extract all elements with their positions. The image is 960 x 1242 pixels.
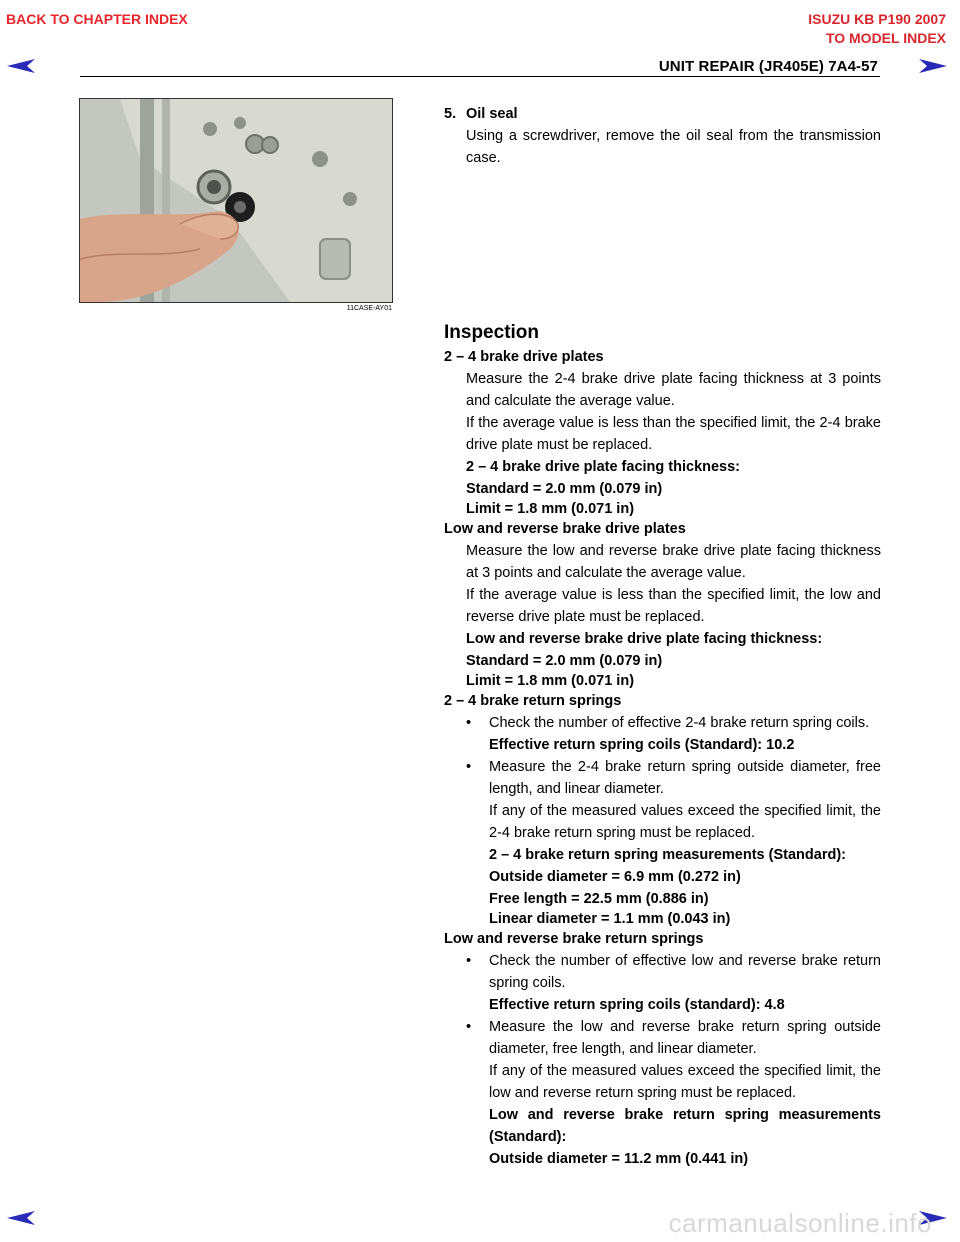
bullet-icon: • [466,1019,472,1035]
drive-lr-spec-title: Low and reverse brake drive plate facing thickness: [466,631,823,647]
spring-lr-outside-diameter: Outside diameter = 11.2 mm (0.441 in) [489,1151,749,1167]
next-page-arrow-icon[interactable] [918,58,948,74]
previous-page-arrow-bottom-icon[interactable] [6,1210,36,1226]
list-item [444,1016,881,1060]
spring-lr-title: Low and reverse brake return springs [444,931,704,947]
drive-lr-title: Low and reverse brake drive plates [444,521,686,537]
watermark: carmanualsonline.info [668,1208,932,1238]
spring-24-title: 2 – 4 brake return springs [444,693,622,709]
model-title-link[interactable]: ISUZU KB P190 2007 [808,11,946,27]
spring-24-bullet-2: Measure the 2-4 brake return spring outside diameter, free length, and linear diameter. [489,759,881,797]
spring-lr-spec-title: Low and reverse brake return spring measurements (Standard): [489,1107,881,1145]
drive-24-standard: Standard = 2.0 mm (0.079 in) [466,481,663,497]
list-item [444,950,881,994]
spring-24-outside-diameter: Outside diameter = 6.9 mm (0.272 in) [489,869,741,885]
bullet-icon: • [466,953,472,969]
drive-lr-paragraph-2: If the average value is less than the specified limit, the low and reverse drive plate must be replaced. [466,587,881,625]
bullet-icon: • [466,759,472,775]
spring-24-coils-spec: Effective return spring coils (Standard): 10.2 [489,737,795,753]
step-5-title [444,103,881,125]
spring-24-free-length: Free length = 22.5 mm (0.886 in) [489,891,709,907]
drive-24-limit: Limit = 1.8 mm (0.071 in) [466,501,635,517]
drive-lr-standard: Standard = 2.0 mm (0.079 in) [466,653,663,669]
drive-24-title: 2 – 4 brake drive plates [444,349,604,365]
main-content [444,103,881,1170]
spring-24-spec-title: 2 – 4 brake return spring measurements (Standard): [489,847,846,863]
list-item [444,756,881,800]
photo-illustration [80,99,392,302]
spring-24-linear-diameter: Linear diameter = 1.1 mm (0.043 in) [489,911,731,927]
drive-lr-paragraph-1: Measure the low and reverse brake drive plate facing thickness at 3 points and calculate the average value. [466,543,881,581]
list-item [444,712,881,734]
previous-page-arrow-icon[interactable] [6,58,36,74]
spring-lr-coils-spec: Effective return spring coils (standard): 4.8 [489,997,785,1013]
page-header-title: UNIT REPAIR (JR405E) 7A4-57 [658,58,878,75]
inspection-heading: Inspection [444,322,540,343]
drive-24-paragraph-1: Measure the 2-4 brake drive plate facing thickness at 3 points and calculate the average value. [466,371,881,409]
photo-caption: 11CASE-AY01 [346,305,392,312]
oil-seal-removal-photo [79,98,393,303]
step-number: 5. [444,106,457,122]
spring-lr-replace-note: If any of the measured values exceed the specified limit, the low and reverse return spring must be replaced. [489,1063,881,1101]
step-5-text: Using a screwdriver, remove the oil seal from the transmission case. [466,128,881,166]
back-to-chapter-index-link[interactable]: BACK TO CHAPTER INDEX [6,11,188,27]
drive-lr-limit: Limit = 1.8 mm (0.071 in) [466,673,635,689]
spring-24-bullet-1: Check the number of effective 2-4 brake return spring coils. [489,715,870,731]
spring-lr-bullet-1: Check the number of effective low and reverse brake return spring coils. [489,953,881,991]
spring-lr-bullet-2: Measure the low and reverse brake return spring outside diameter, free length, and linear diameter. [489,1019,881,1057]
spring-24-replace-note: If any of the measured values exceed the specified limit, the 2-4 brake return spring must be replaced. [489,803,881,841]
drive-24-paragraph-2: If the average value is less than the specified limit, the 2-4 brake drive plate must be replaced. [466,415,881,453]
header-rule [80,76,880,77]
to-model-index-link[interactable]: TO MODEL INDEX [825,30,946,46]
step-title-text: Oil seal [466,106,518,122]
bullet-icon: • [466,715,472,731]
drive-24-spec-title: 2 – 4 brake drive plate facing thickness: [466,459,741,475]
